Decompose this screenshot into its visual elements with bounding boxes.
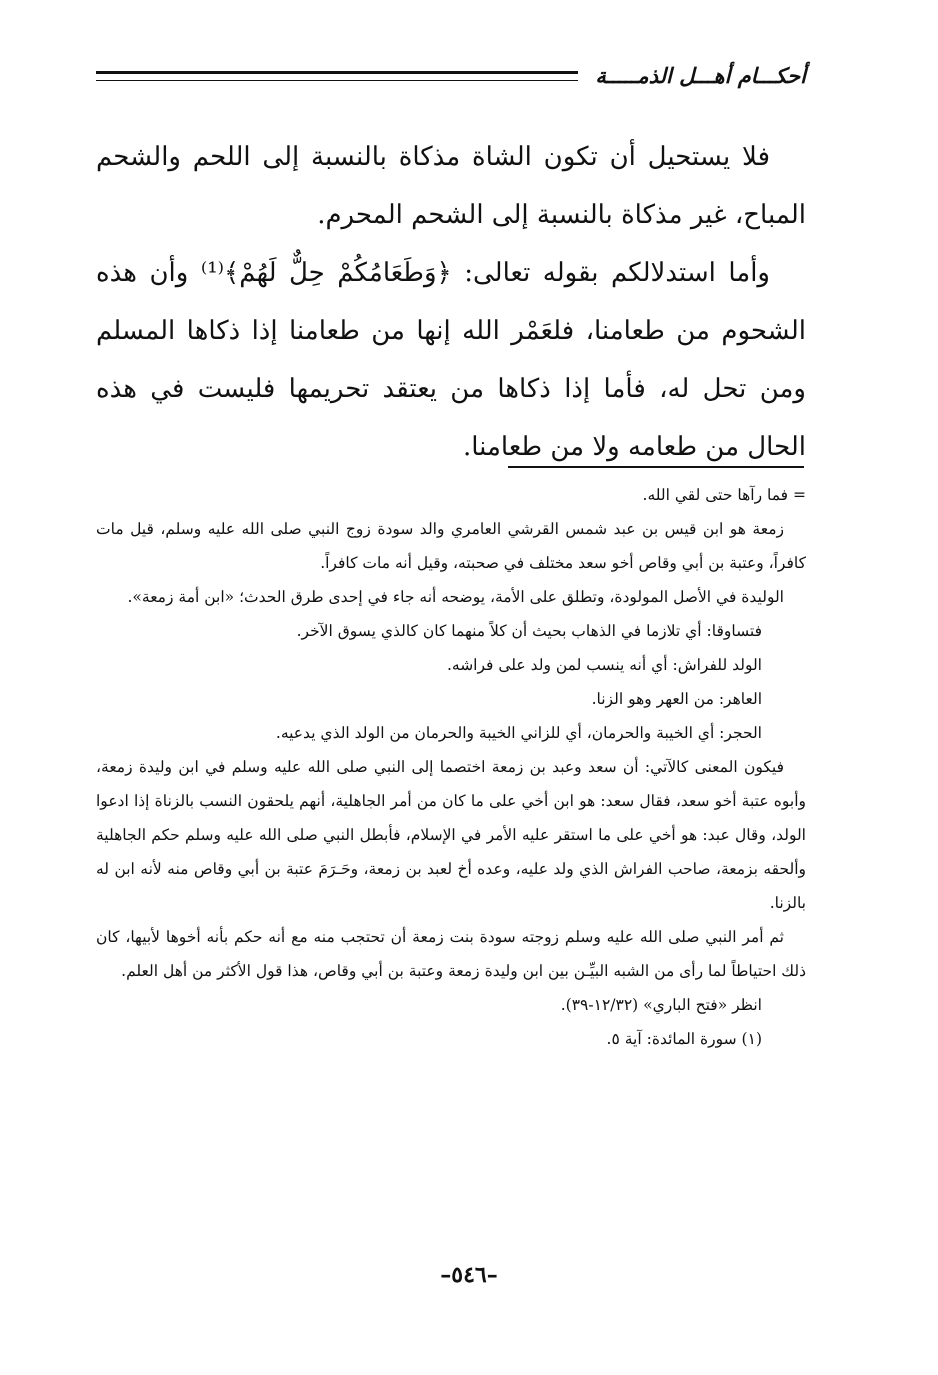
footnote-1: (١) سورة المائدة: آية ٥.: [606, 1030, 762, 1048]
footnotes: [96, 478, 806, 1056]
main-paragraph-2: وأما استدلالكم بقوله تعالى: ﴿وَطَعَامُكُمْ حِلٌّ لَهُمْ﴾⁽¹⁾ وأن هذه الشحوم من طعامنا، فلعَمْر الله إنها من طعامنا إذا ذكاها المسلم ومن تحل له، فأما إذا ذكاها من يعتقد تحريمها فليست في هذه الحال من طعامه ولا من طعامنا.: [96, 258, 806, 462]
footnote-line: فتساوقا: أي تلازما في الذهاب بحيث أن كلاً منهما كان كالذي يسوق الآخر.: [296, 622, 762, 640]
footnote-line: ثم أمر النبي صلى الله عليه وسلم زوجته سودة بنت زمعة أن تحتجب منه مع أنه حكم بأنه أخوها لأبيها، كان ذلك احتياطاً لما رأى من الشبه البيِّـن بين ابن وليدة زمعة وعتبة بن أبي وقاص، هذا قول الأكثر من أهل العلم.: [96, 928, 806, 980]
header-double-rule: [96, 71, 578, 81]
footnote-line: العاهر: من العهر وهو الزنا.: [591, 690, 762, 708]
running-header: [96, 62, 806, 102]
book-title: أحكـــام أهـــل الذمـــــة: [595, 63, 806, 88]
footnote-separator: [508, 466, 804, 468]
main-paragraph-1: فلا يستحيل أن تكون الشاة مذكاة بالنسبة إلى اللحم والشحم المباح، غير مذكاة بالنسبة إلى الشحم المحرم.: [96, 142, 806, 230]
main-text: [96, 128, 806, 476]
footnote-line: فيكون المعنى كالآتي: أن سعد وعبد بن زمعة اختصما إلى النبي صلى الله عليه وسلم في ابن وليدة زمعة، وأبوه عتبة أخو سعد، فقال سعد: هو ابن أخي على ما كان من أمر الجاهلية، أنهم يلحقون النسب بالزناة إذا ادعوا الولد، وقال عبد: هو أخي على ما استقر عليه الأمر في الإسلام، فأبطل النبي صلى الله عليه وسلم حكم الجاهلية وألحقه بزمعة، صاحب الفراش الذي ولد عليه، وعده أخ لعبد بن زمعة، وحَـرَمَ عتبة بن أبي وقاص منه لأنه ابن له بالزنا.: [96, 758, 806, 912]
footnote-line: الحجر: أي الخيبة والحرمان، أي للزاني الخيبة والحرمان من الولد الذي يدعيه.: [275, 724, 762, 742]
page-number: –٥٤٦–: [440, 1262, 498, 1288]
footnote-line: الولد للفراش: أي أنه ينسب لمن ولد على فراشه.: [446, 656, 762, 674]
footnote-reference: انظر «فتح الباري» (١٢/٣٢-٣٩).: [560, 996, 762, 1014]
footnote-line: = فما رآها حتى لقي الله.: [642, 486, 806, 504]
footnote-line: زمعة هو ابن قيس بن عبد شمس القرشي العامري والد سودة زوج النبي صلى الله عليه وسلم، قيل مات كافراً، وعتبة بن أبي وقاص أخو سعد مختلف في صحبته، وقيل أنه مات كافراً.: [96, 520, 806, 572]
footnote-line: الوليدة في الأصل المولودة، وتطلق على الأمة، يوضحه أنه جاء في إحدى طرق الحدث؛ «ابن أمة زمعة».: [127, 588, 784, 606]
